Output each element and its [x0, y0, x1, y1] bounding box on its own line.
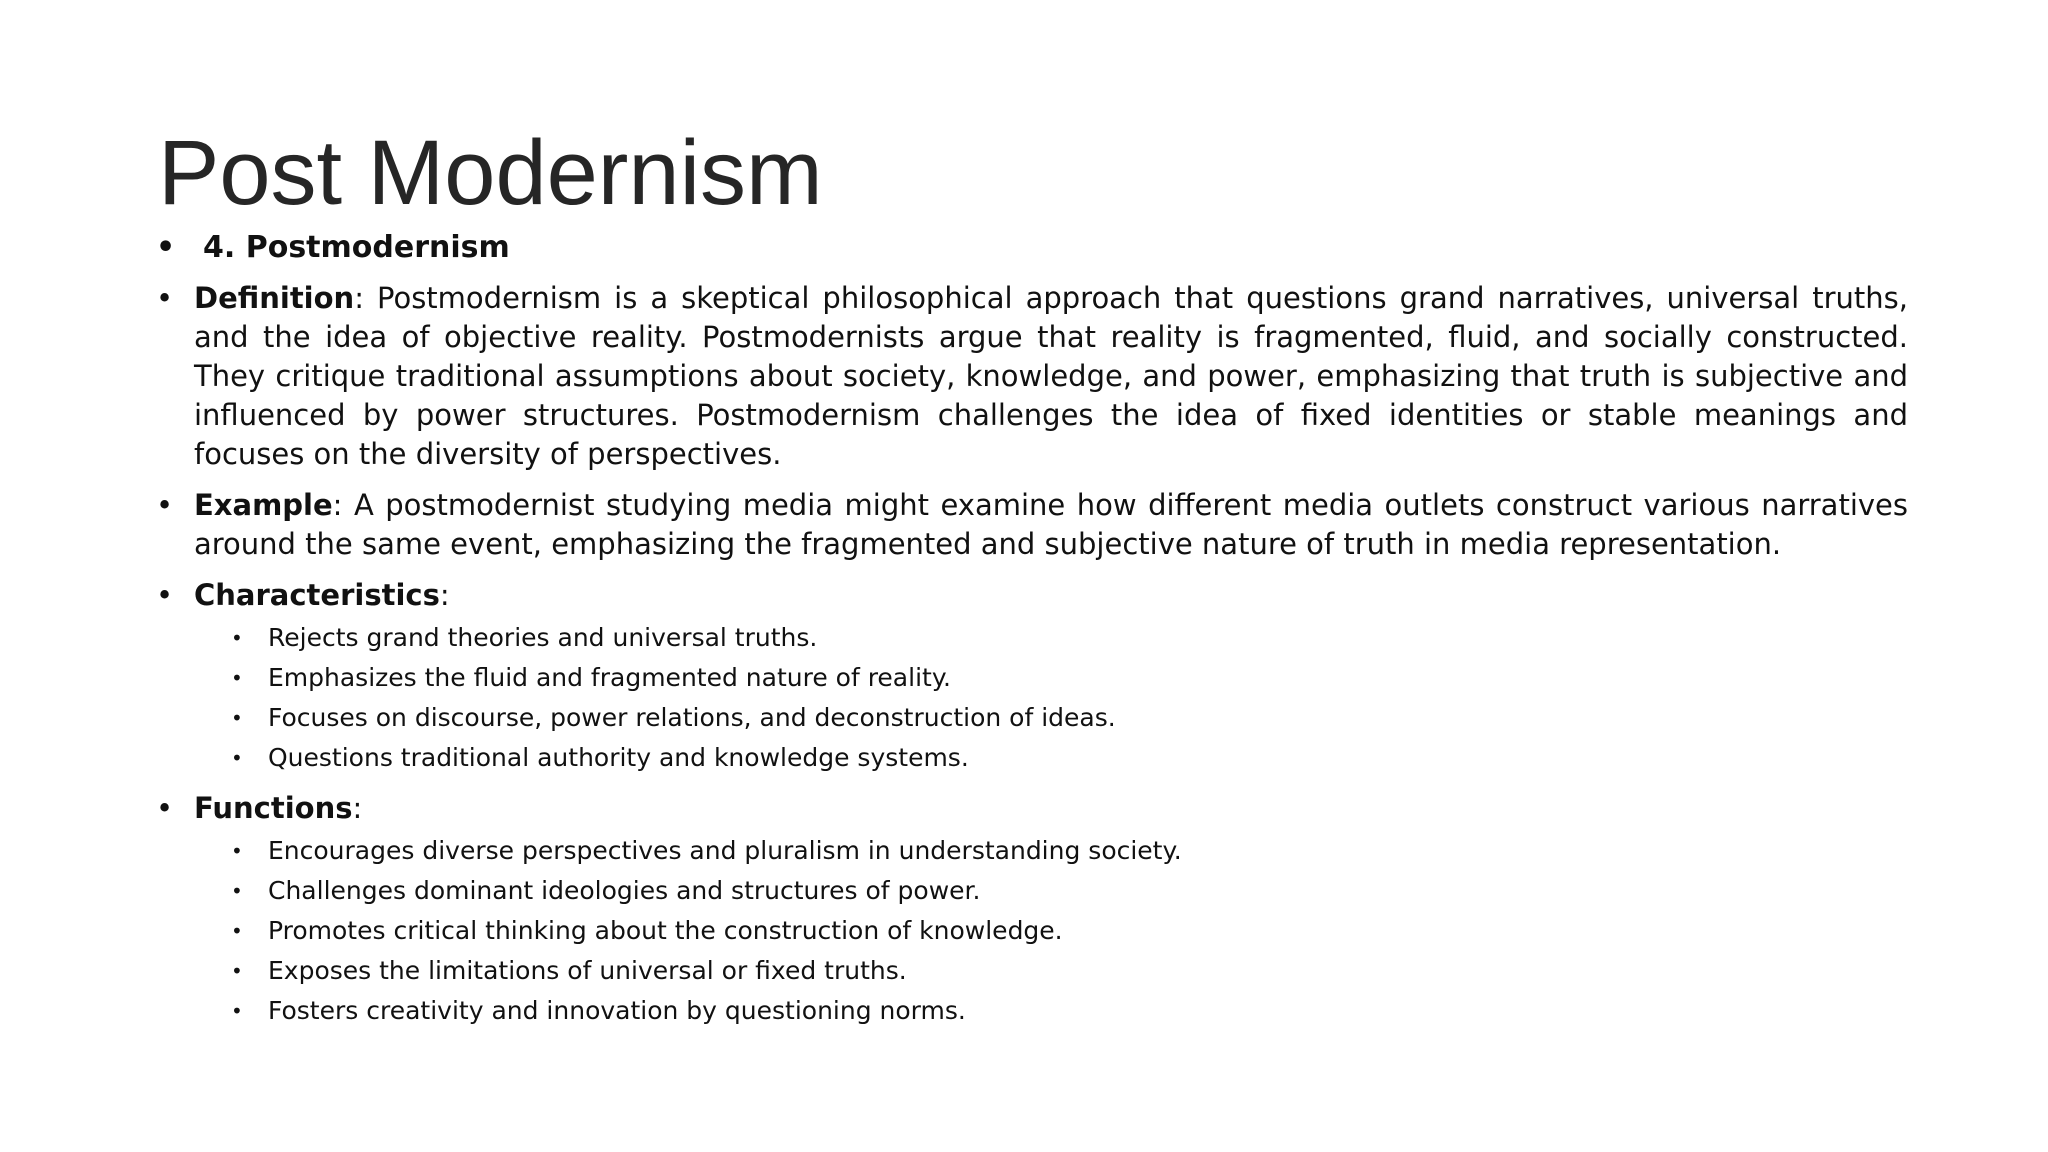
bullet-list: [156, 228, 1908, 1030]
bullet-icon: •: [156, 281, 174, 315]
characteristics-separator: :: [439, 578, 450, 612]
example-separator: :: [332, 488, 343, 522]
slide-title: Post Modernism: [158, 122, 823, 224]
function-text: Encourages diverse perspectives and pluralism in understanding society.: [268, 836, 1182, 865]
sub-bullet-icon: •: [231, 746, 243, 770]
sub-bullet-icon: •: [231, 626, 243, 650]
characteristic-item: [156, 739, 1908, 777]
definition-text: Postmodernism is a skeptical philosophical approach that questions grand narratives, universal truths, and the idea of objective reality. Postmodernists argue that reality is fragmented, fluid, and socially constructed. They critique traditional assumptions about society, knowledge, and power, emphasizing that truth is subjective and influenced by power structures. Postmodernism challenges the idea of fixed identities or stable meanings and focuses on the diversity of perspectives.: [194, 281, 1908, 471]
example-label: Example: [194, 488, 333, 522]
function-item: [156, 832, 1908, 870]
function-item: [156, 952, 1908, 990]
sub-bullet-icon: •: [231, 839, 243, 863]
characteristic-text: Questions traditional authority and knowledge systems.: [268, 743, 969, 772]
bullet-icon: •: [156, 791, 174, 825]
function-text: Promotes critical thinking about the construction of knowledge.: [268, 916, 1063, 945]
functions-list: [194, 832, 1908, 1030]
characteristic-item: [156, 619, 1908, 657]
example-text: A postmodernist studying media might examine how different media outlets construct various narratives around the same event, emphasizing the fragmented and subjective nature of truth in media representation.: [194, 488, 1908, 561]
slide-body: [156, 228, 1908, 1042]
bullet-icon: •: [156, 578, 174, 612]
sub-bullet-icon: •: [231, 999, 243, 1023]
section-heading-item: [156, 228, 1908, 267]
characteristic-text: Rejects grand theories and universal truths.: [268, 623, 818, 652]
functions-item: [156, 789, 1908, 1030]
definition-item: [156, 279, 1908, 474]
functions-separator: :: [352, 791, 363, 825]
characteristic-text: Emphasizes the fluid and fragmented nature of reality.: [268, 663, 951, 692]
function-item: [156, 992, 1908, 1030]
bullet-icon: •: [156, 488, 174, 522]
characteristics-list: [194, 619, 1908, 777]
sub-bullet-icon: •: [231, 666, 243, 690]
characteristics-item: [156, 576, 1908, 777]
sub-bullet-icon: •: [231, 919, 243, 943]
function-item: [156, 912, 1908, 950]
sub-bullet-icon: •: [231, 959, 243, 983]
example-item: [156, 486, 1908, 564]
function-item: [156, 872, 1908, 910]
characteristic-item: [156, 659, 1908, 697]
sub-bullet-icon: •: [231, 879, 243, 903]
function-text: Challenges dominant ideologies and structures of power.: [268, 876, 981, 905]
bullet-icon: •: [156, 230, 176, 265]
characteristic-text: Focuses on discourse, power relations, and deconstruction of ideas.: [268, 703, 1116, 732]
functions-label: Functions: [194, 791, 353, 825]
definition-separator: :: [354, 281, 364, 315]
section-heading: 4. Postmodernism: [203, 230, 510, 265]
sub-bullet-icon: •: [231, 706, 243, 730]
function-text: Exposes the limitations of universal or fixed truths.: [268, 956, 907, 985]
characteristic-item: [156, 699, 1908, 737]
characteristics-label: Characteristics: [194, 578, 440, 612]
definition-label: Definition: [194, 281, 355, 315]
function-text: Fosters creativity and innovation by questioning norms.: [268, 996, 966, 1025]
